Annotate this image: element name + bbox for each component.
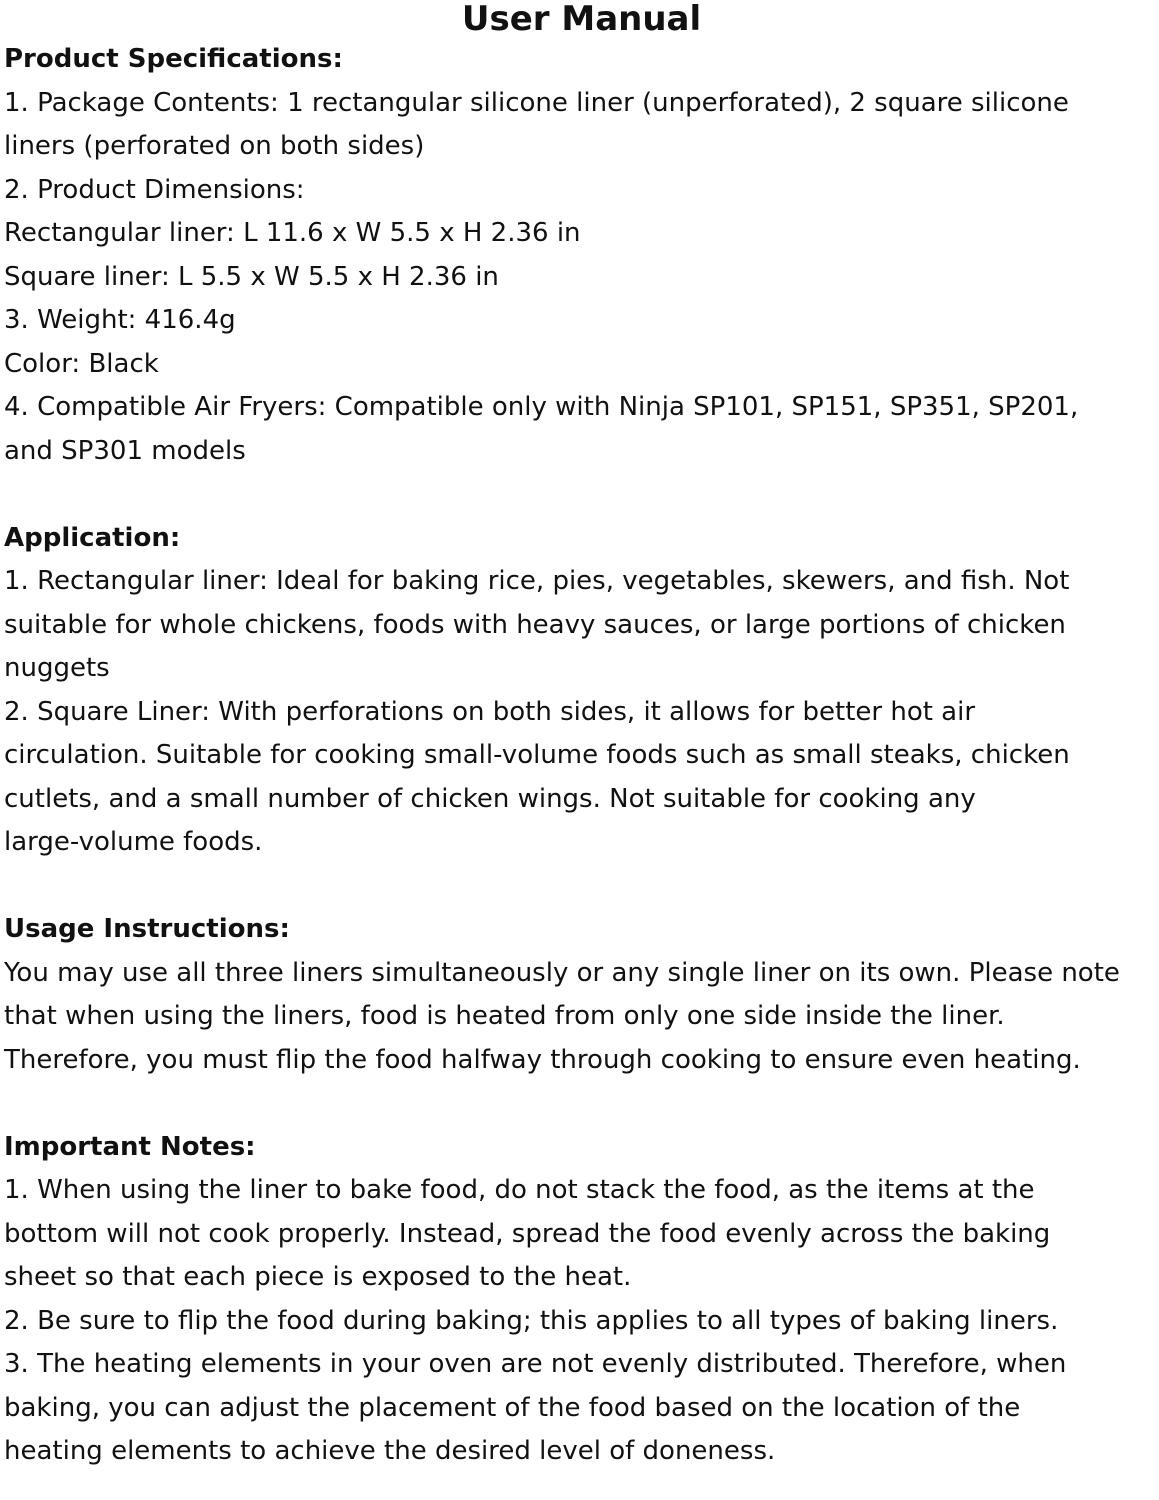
section-heading: Product Specifications: bbox=[4, 44, 343, 74]
section-text-line: 2. Be sure to flip the food during baking; this applies to all types of baking liners. bbox=[4, 1305, 1059, 1336]
section-text-line: Rectangular liner: L 11.6 x W 5.5 x H 2.36 in bbox=[4, 218, 581, 248]
section-text-line: You may use all three liners simultaneously or any single liner on its own. Please note bbox=[4, 957, 1120, 988]
section-text-line: 2. Product Dimensions: bbox=[4, 174, 305, 205]
section-text-line: Therefore, you must flip the food halfway through cooking to ensure even heating. bbox=[4, 1044, 1081, 1075]
section-text-line: heating elements to achieve the desired level of doneness. bbox=[4, 1436, 776, 1466]
section-text-line: 1. When using the liner to bake food, do not stack the food, as the items at the bbox=[4, 1175, 1035, 1205]
section-spacer bbox=[4, 865, 1159, 909]
section-text-line: Color: Black bbox=[4, 348, 159, 379]
section-text-line: nuggets bbox=[4, 653, 110, 683]
section-text-line: large-volume foods. bbox=[4, 827, 263, 857]
section-text-line: sheet so that each piece is exposed to the heat. bbox=[4, 1262, 632, 1292]
section-heading: Application: bbox=[4, 522, 181, 553]
section-text-line: cutlets, and a small number of chicken wings. Not suitable for cooking any bbox=[4, 783, 976, 814]
section-text-line: and SP301 models bbox=[4, 435, 246, 466]
section-text-line: liners (perforated on both sides) bbox=[4, 131, 425, 161]
section-text-line: 4. Compatible Air Fryers: Compatible only with Ninja SP101, SP151, SP351, SP201, bbox=[4, 392, 1079, 422]
section-spacer bbox=[4, 1082, 1159, 1126]
section-text-line: 1. Package Contents: 1 rectangular silicone liner (unperforated), 2 square silicone bbox=[4, 87, 1069, 118]
section-text-line: bottom will not cook properly. Instead, spread the food evenly across the baking bbox=[4, 1218, 1051, 1249]
page-title: User Manual bbox=[461, 0, 702, 39]
section-text-line: suitable for whole chickens, foods with heavy sauces, or large portions of chicken bbox=[4, 609, 1066, 640]
manual-section bbox=[4, 38, 1159, 473]
section-spacer bbox=[4, 473, 1159, 517]
section-heading: Important Notes: bbox=[4, 1131, 256, 1162]
section-text-line: baking, you can adjust the placement of the food based on the location of the bbox=[4, 1392, 1021, 1423]
manual-section bbox=[4, 1126, 1159, 1474]
section-heading: Usage Instructions: bbox=[4, 914, 290, 944]
manual-section bbox=[4, 517, 1159, 865]
section-text-line: that when using the liners, food is heated from only one side inside the liner. bbox=[4, 1001, 1005, 1031]
section-text-line: 1. Rectangular liner: Ideal for baking rice, pies, vegetables, skewers, and fish. Not bbox=[4, 566, 1070, 596]
section-text-line: Square liner: L 5.5 x W 5.5 x H 2.36 in bbox=[4, 261, 499, 292]
section-text-line: 3. Weight: 416.4g bbox=[4, 305, 236, 335]
section-text-line: 2. Square Liner: With perforations on both sides, it allows for better hot air bbox=[4, 696, 976, 727]
section-text-line: circulation. Suitable for cooking small-volume foods such as small steaks, chicken bbox=[4, 740, 1070, 770]
section-text-line: 3. The heating elements in your oven are not evenly distributed. Therefore, when bbox=[4, 1349, 1067, 1379]
manual-content bbox=[4, 38, 1159, 1474]
manual-section bbox=[4, 908, 1159, 1082]
